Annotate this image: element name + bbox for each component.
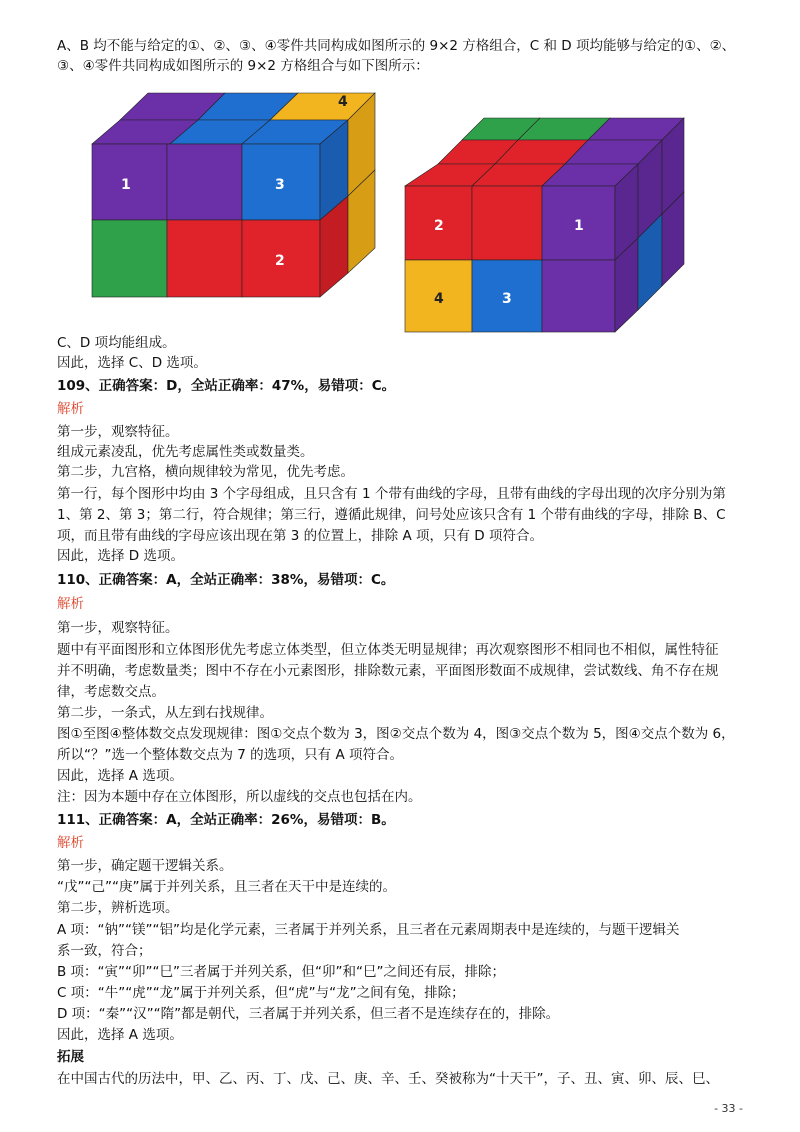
text-line: 第一步，确定题干逻辑关系。 bbox=[57, 858, 233, 874]
text-line: A 项：“钠”“镁”“铝”均是化学元素，三者属于并列关系，且三者在元素周期表中是连续的，与题干逻辑关 bbox=[57, 922, 680, 938]
cube-figures-svg bbox=[80, 88, 720, 333]
text-line: 第一行，每个图形中均由 3 个字母组成，且只含有 1 个带有曲线的字母，且带有曲线的字母出现的次序分别为第 bbox=[57, 486, 726, 502]
intro-line-2: ③、④零件共同构成如图所示的 9×2 方格组合与如下图所示： bbox=[57, 58, 429, 74]
text-line: 组成元素凌乱，优先考虑属性类或数量类。 bbox=[57, 444, 314, 460]
text-line: 在中国古代的历法中，甲、乙、丙、丁、戊、己、庚、辛、壬、癸被称为“十天干”，子、丑、寅、卯、辰、巳、 bbox=[57, 1071, 719, 1087]
text-line: 图①至图④整体数交点发现规律：图①交点个数为 3，图②交点个数为 4，图③交点个数为 5，图④交点个数为 6， bbox=[57, 726, 735, 742]
text-line: 并不明确，考虑数量类；图中不存在小元素图形，排除数元素，平面图形数面不成规律，尝试数线、角不存在规 bbox=[57, 663, 719, 679]
intro-line-1: A、B 均不能与给定的①、②、③、④零件共同构成如图所示的 9×2 方格组合，C 和 D 项均能够与给定的①、②、 bbox=[57, 38, 736, 54]
text-line: 第一步，观察特征。 bbox=[57, 620, 179, 636]
right-label-1: 1 bbox=[574, 218, 584, 234]
text-line: 第二步，辨析选项。 bbox=[57, 900, 179, 916]
left-label-4: 4 bbox=[338, 94, 348, 110]
text-line: 因此，选择 A 选项。 bbox=[57, 1027, 183, 1043]
text-line: 第一步，观察特征。 bbox=[57, 424, 179, 440]
text-line: 所以“？”选一个整体数交点为 7 的选项，只有 A 项符合。 bbox=[57, 747, 403, 763]
expansion-heading: 拓展 bbox=[57, 1049, 84, 1065]
text-line: 1、第 2、第 3；第二行，符合规律；第三行，遵循此规律，问号处应该只含有 1 个带有曲线的字母，排除 B、C bbox=[57, 507, 726, 523]
left-label-1: 1 bbox=[121, 177, 131, 193]
left-label-3: 3 bbox=[275, 177, 285, 193]
text-line: C 项：“牛”“虎”“龙”属于并列关系，但“虎”与“龙”之间有兔，排除； bbox=[57, 985, 465, 1001]
text-line: 项，而且带有曲线的字母应该出现在第 3 的位置上，排除 A 项，只有 D 项符合。 bbox=[57, 528, 543, 544]
text-line: 第二步，九宫格，横向规律较为常见，优先考虑。 bbox=[57, 464, 354, 480]
text-line: 因此，选择 C、D 选项。 bbox=[57, 355, 207, 371]
text-line: 系一致，符合； bbox=[57, 943, 152, 959]
answer-109-heading: 109、正确答案：D，全站正确率：47%，易错项：C。 bbox=[57, 378, 396, 394]
text-line: “戊”“己”“庚”属于并列关系，且三者在天干中是连续的。 bbox=[57, 879, 396, 895]
right-label-3: 3 bbox=[502, 291, 512, 307]
right-label-2: 2 bbox=[434, 218, 444, 234]
right-cube-figure bbox=[405, 118, 684, 332]
answer-111-heading: 111、正确答案：A，全站正确率：26%，易错项：B。 bbox=[57, 812, 395, 828]
left-cube-figure bbox=[92, 93, 375, 297]
text-line: 题中有平面图形和立体图形优先考虑立体类型，但立体类无明显规律；再次观察图形不相同也不相似，属性特征 bbox=[57, 642, 719, 658]
text-line: B 项：“寅”“卯”“巳”三者属于并列关系，但“卯”和“巳”之间还有辰，排除； bbox=[57, 964, 505, 980]
page-number: - 33 - bbox=[714, 1102, 743, 1115]
left-label-2: 2 bbox=[275, 253, 285, 269]
text-line: 第二步，一条式，从左到右找规律。 bbox=[57, 705, 273, 721]
text-line: 注：因为本题中存在立体图形，所以虚线的交点也包括在内。 bbox=[57, 789, 422, 805]
analysis-heading: 解析 bbox=[57, 835, 84, 851]
text-line: D 项：“秦”“汉”“隋”都是朝代，三者属于并列关系，但三者不是连续存在的，排除。 bbox=[57, 1006, 560, 1022]
cube-figures bbox=[80, 88, 720, 333]
right-label-4: 4 bbox=[434, 291, 444, 307]
text-line: 律，考虑数交点。 bbox=[57, 684, 165, 700]
analysis-heading: 解析 bbox=[57, 596, 84, 612]
text-line: 因此，选择 D 选项。 bbox=[57, 548, 184, 564]
text-line: 因此，选择 A 选项。 bbox=[57, 768, 183, 784]
answer-110-heading: 110、正确答案：A，全站正确率：38%，易错项：C。 bbox=[57, 572, 395, 588]
analysis-heading: 解析 bbox=[57, 401, 84, 417]
text-line: C、D 项均能组成。 bbox=[57, 335, 176, 351]
